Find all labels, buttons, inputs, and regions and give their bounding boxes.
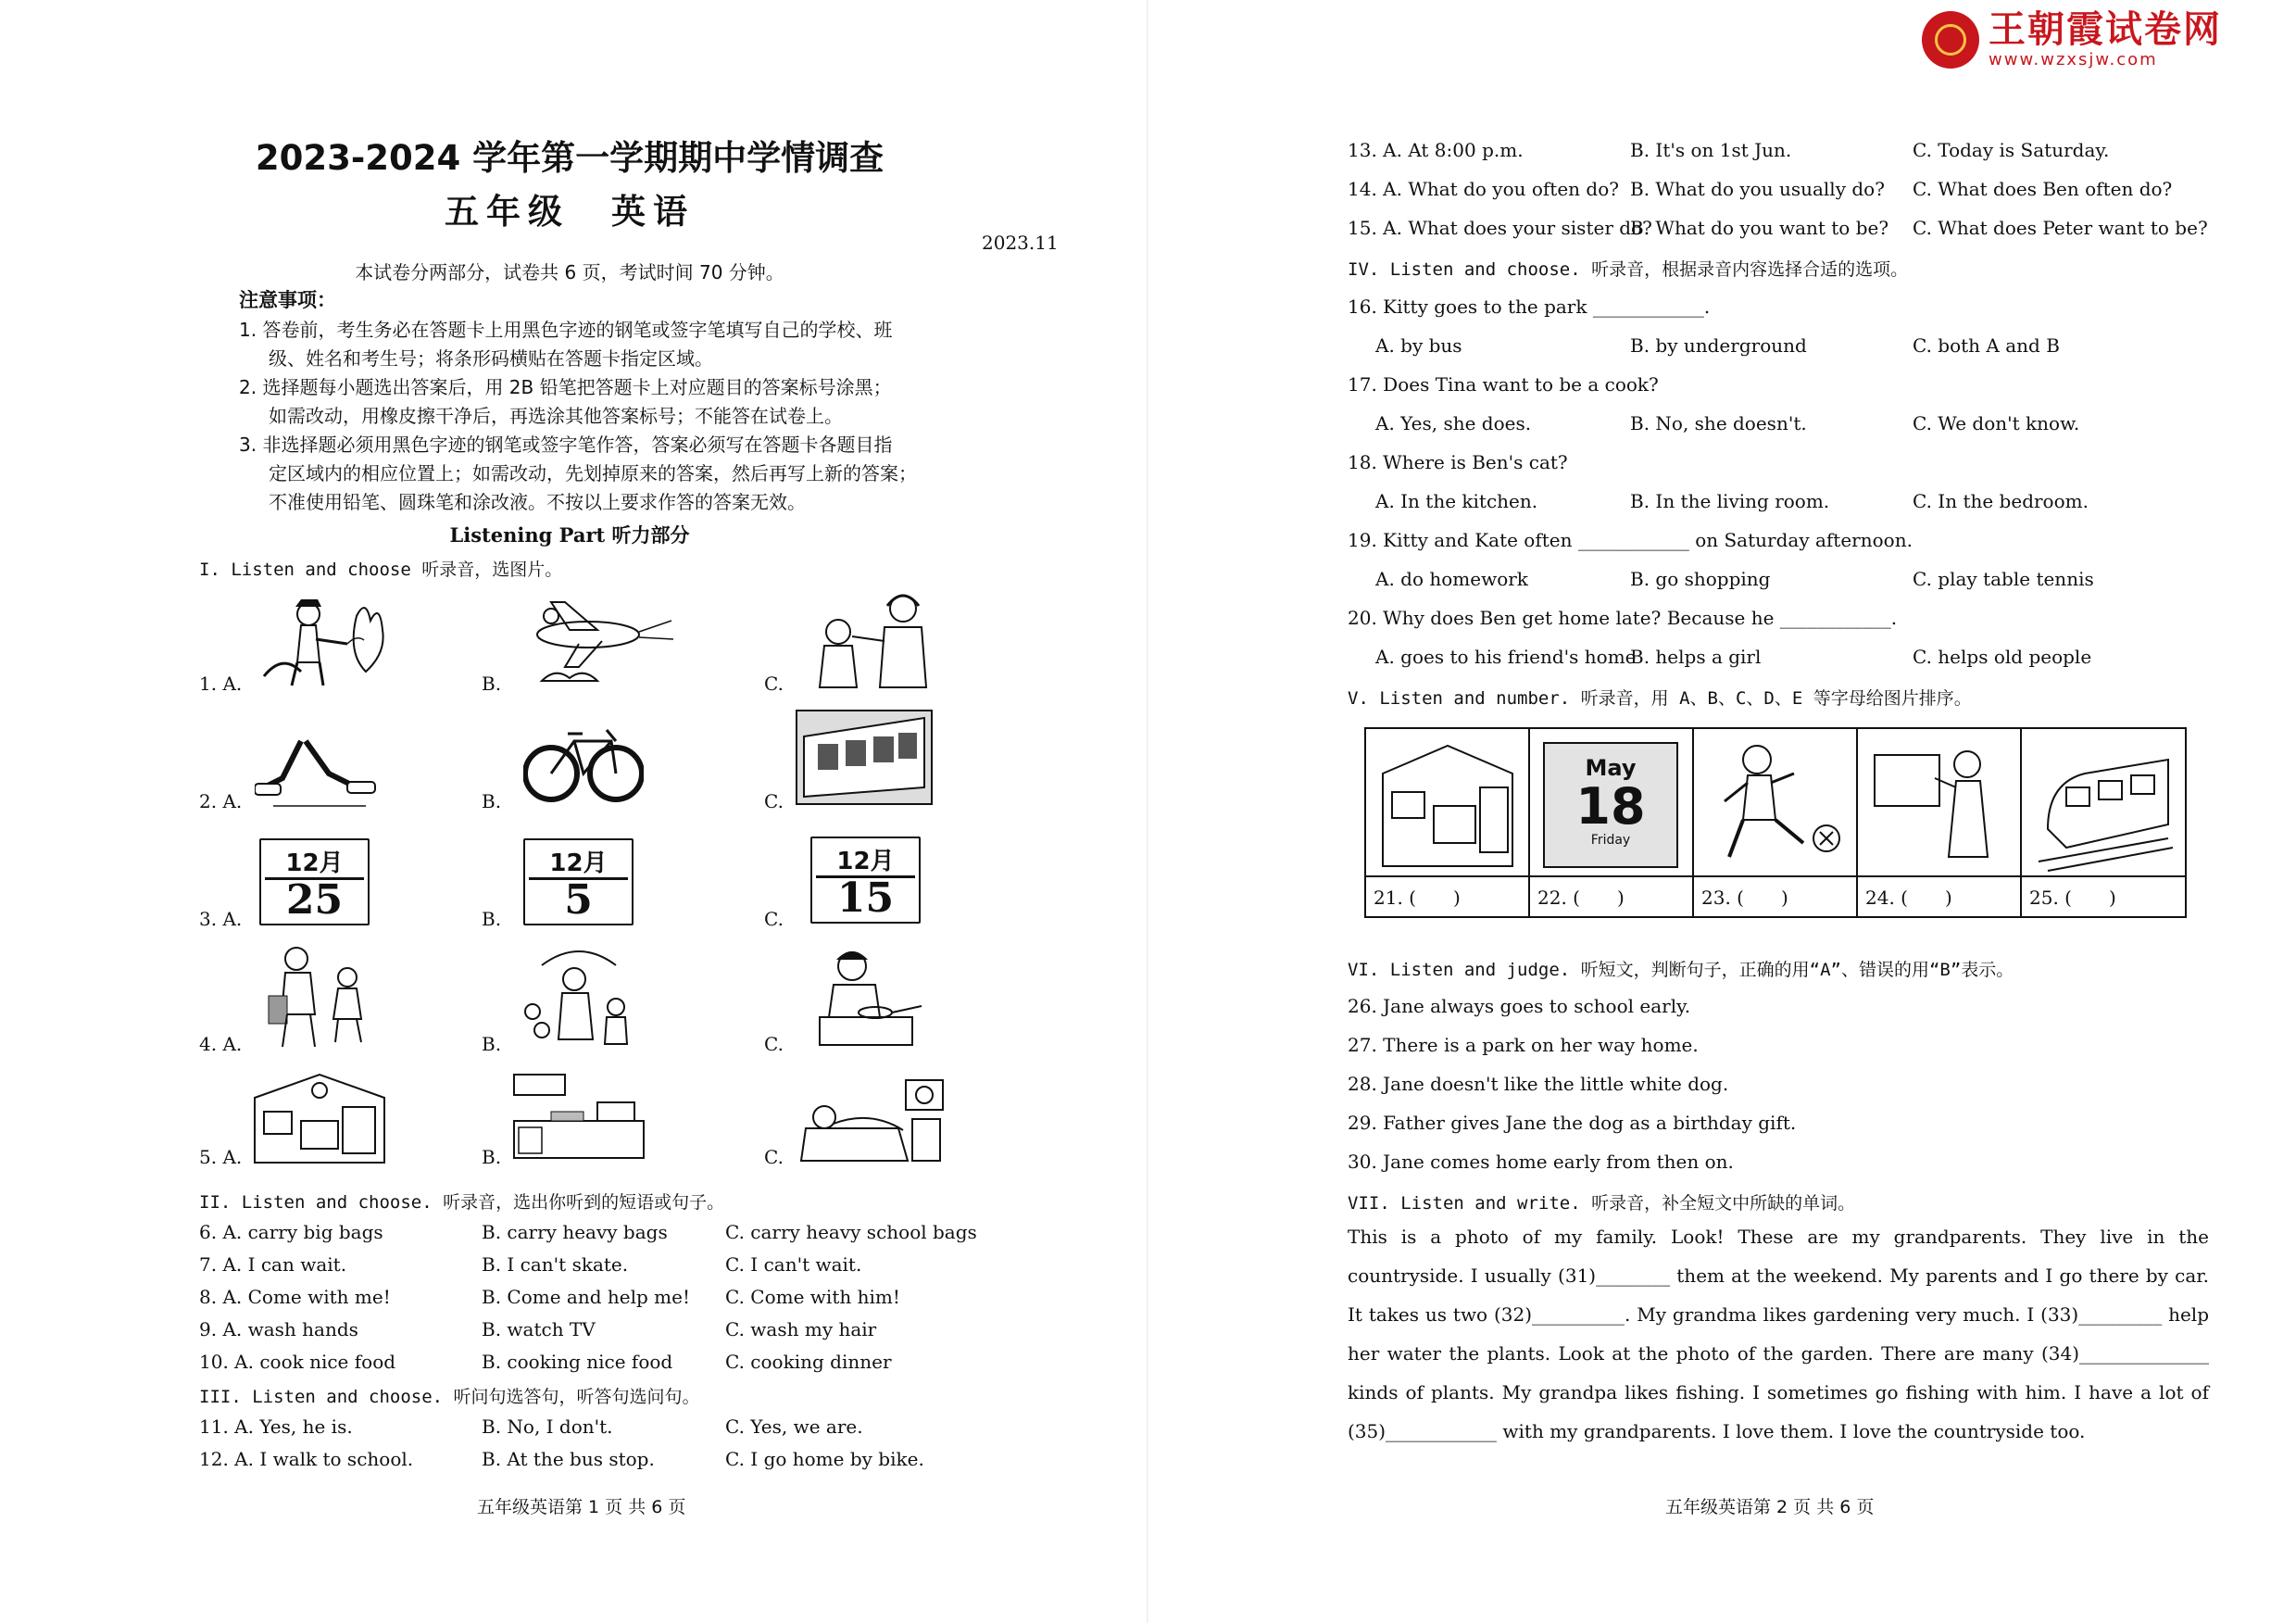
note-line: 如需改动，用橡皮擦干净后，再选涂其他答案标号；不能答在试卷上。	[269, 405, 843, 427]
q9-option-a: 9. A. wash hands	[199, 1318, 358, 1340]
q29-statement: 29. Father gives Jane the dog as a birthday gift.	[1348, 1112, 1797, 1134]
q27-statement: 27. There is a park on her way home.	[1348, 1034, 1699, 1056]
q7-option-b: B. I can't skate.	[482, 1253, 629, 1276]
option-label: 2. A.	[199, 790, 243, 812]
q13-option-c: C. Today is Saturday.	[1913, 139, 2110, 161]
q18-stem: 18. Where is Ben's cat?	[1348, 451, 1568, 473]
q10-option-b: B. cooking nice food	[482, 1351, 673, 1373]
section-5-heading: V. Listen and number. 听录音，用 A、B、C、D、E 等字母给图片排序。	[1348, 688, 1972, 709]
option-label: B.	[482, 673, 502, 695]
note-line: 定区域内的相应位置上；如需改动，先划掉原来的答案，然后再写上新的答案；	[269, 462, 917, 484]
cloze-passage: This is a photo of my family. Look! These are my grandparents. They live in the countryside. I usually (31)________ them at the weekend. My parents and I go there by car. It takes us two (32)__________. My grandma likes gardening very much. I (33)_________ help her water the plants. Look at the photo of the garden. There are many (34)______________ kinds of plants. My grandpa likes fishing. I sometimes go fishing with him. I have a lot of (35)____________ with my grandparents. I love them. I love the countryside too.	[1348, 1226, 2209, 1442]
firefighter-picture	[255, 588, 394, 695]
section-3-heading: III. Listen and choose. 听问句选答句，听答句选问句。	[199, 1387, 700, 1407]
q15-option-a: 15. A. What does your sister do?	[1348, 217, 1652, 239]
q11-option-c: C. Yes, we are.	[725, 1415, 863, 1438]
option-label: C.	[764, 1033, 784, 1055]
q19-option-c: C. play table tennis	[1913, 568, 2094, 590]
calendar-month: 12月	[285, 849, 344, 877]
page-footer: 五年级英语第 2 页 共 6 页	[1665, 1497, 1875, 1517]
option-label: C.	[764, 790, 784, 812]
calendar-day: 15	[836, 874, 895, 922]
q8-option-c: C. Come with him!	[725, 1286, 900, 1308]
order-cell-21	[1366, 729, 1530, 916]
q16-option-c: C. both A and B	[1913, 334, 2060, 357]
section-4-heading: IV. Listen and choose. 听录音，根据录音内容选择合适的选项。	[1348, 259, 1909, 280]
q14-option-a: 14. A. What do you often do?	[1348, 178, 1619, 200]
q11-option-b: B. No, I don't.	[482, 1415, 613, 1438]
q18-option-c: C. In the bedroom.	[1913, 490, 2089, 512]
exam-info: 本试卷分两部分，试卷共 6 页，考试时间 70 分钟。	[355, 261, 784, 283]
q12-option-b: B. At the bus stop.	[482, 1448, 655, 1470]
order-cell-24	[1858, 729, 2022, 916]
q6-option-c: C. carry heavy school bags	[725, 1221, 977, 1243]
note-line: 3. 非选择题必须用黑色字迹的钢笔或签字笔作答，答案必须写在答题卡各题目指	[239, 434, 893, 456]
subway-train-picture	[795, 709, 934, 806]
cooking-picture	[801, 943, 931, 1050]
section-1-heading: I. Listen and choose 听录音，选图片。	[199, 560, 563, 580]
q20-option-a: A. goes to his friend's home	[1375, 646, 1637, 668]
logo-url: www.wzxsjw.com	[1989, 50, 2158, 69]
order-label: 24. ( )	[1865, 887, 1952, 909]
may-calendar-month: May	[1585, 755, 1637, 781]
logo-badge-icon	[1922, 11, 1979, 69]
q28-statement: 28. Jane doesn't like the little white dog.	[1348, 1073, 1729, 1095]
q15-option-c: C. What does Peter want to be?	[1913, 217, 2208, 239]
option-label: 5. A.	[199, 1146, 243, 1168]
q10-option-a: 10. A. cook nice food	[199, 1351, 396, 1373]
option-label: B.	[482, 1033, 502, 1055]
order-cell-23	[1694, 729, 1858, 916]
order-cell-22	[1530, 729, 1694, 916]
q10-option-c: C. cooking dinner	[725, 1351, 892, 1373]
q20-stem: 20. Why does Ben get home late? Because he ____________.	[1348, 607, 1898, 629]
calendar-picture	[259, 838, 370, 925]
q7-option-a: 7. A. I can wait.	[199, 1253, 347, 1276]
option-label: C.	[764, 673, 784, 695]
q16-option-b: B. by underground	[1630, 334, 1807, 357]
note-line: 级、姓名和考生号；将条形码横贴在答题卡指定区域。	[269, 347, 713, 370]
may-calendar-weekday: Friday	[1590, 833, 1631, 848]
q9-option-c: C. wash my hair	[725, 1318, 877, 1340]
may-calendar-day: 18	[1575, 777, 1646, 836]
option-label: 3. A.	[199, 908, 243, 930]
bicycle-picture	[523, 713, 644, 806]
calendar-picture	[523, 838, 634, 925]
option-label: C.	[764, 1146, 784, 1168]
doctor-patient-picture	[797, 585, 945, 692]
order-label: 21. ( )	[1374, 887, 1461, 909]
may-calendar-picture	[1543, 742, 1678, 868]
note-line: 不准使用铅笔、圆珠笔和涂改液。不按以上要求作答的答案无效。	[269, 491, 806, 513]
option-label: B.	[482, 1146, 502, 1168]
q17-stem: 17. Does Tina want to be a cook?	[1348, 373, 1659, 396]
kitchen-picture	[509, 1070, 648, 1167]
calendar-month: 12月	[836, 848, 895, 875]
site-logo	[1922, 8, 2222, 69]
q6-option-a: 6. A. carry big bags	[199, 1221, 383, 1243]
q13-option-b: B. It's on 1st Jun.	[1630, 139, 1792, 161]
logo-title: 王朝霞试卷网	[1989, 8, 2222, 51]
q17-option-c: C. We don't know.	[1913, 412, 2080, 434]
q7-option-c: C. I can't wait.	[725, 1253, 862, 1276]
calendar-day: 5	[564, 876, 593, 924]
order-label: 22. ( )	[1537, 887, 1625, 909]
section-6-heading: VI. Listen and judge. 听短文，判断句子，正确的用“A”、错误的用“B”表示。	[1348, 960, 2014, 980]
option-label: B.	[482, 908, 502, 930]
option-label: C.	[764, 908, 784, 930]
living-room-picture	[1374, 736, 1521, 875]
q12-option-c: C. I go home by bike.	[725, 1448, 924, 1470]
calendar-month: 12月	[549, 849, 608, 877]
q14-option-c: C. What does Ben often do?	[1913, 178, 2173, 200]
order-cell-25	[2022, 729, 2186, 916]
q16-stem: 16. Kitty goes to the park ____________.	[1348, 296, 1711, 318]
q19-stem: 19. Kitty and Kate often ____________ on Saturday afternoon.	[1348, 529, 1913, 551]
order-label: 25. ( )	[2029, 887, 2116, 909]
option-label: 1. A.	[199, 673, 243, 695]
option-label: 4. A.	[199, 1033, 243, 1055]
q26-statement: 26. Jane always goes to school early.	[1348, 995, 1691, 1017]
listening-part-title: Listening Part 听力部分	[449, 523, 690, 547]
living-room-picture	[250, 1070, 389, 1167]
q20-option-c: C. helps old people	[1913, 646, 2092, 668]
q18-option-a: A. In the kitchen.	[1375, 490, 1538, 512]
q17-option-b: B. No, she doesn't.	[1630, 412, 1807, 434]
exam-date: 2023.11	[982, 232, 1059, 254]
q20-option-b: B. helps a girl	[1630, 646, 1762, 668]
train-picture	[2029, 736, 2177, 875]
q18-option-b: B. In the living room.	[1630, 490, 1830, 512]
exam-page-2	[1148, 0, 2296, 1623]
q6-option-b: B. carry heavy bags	[482, 1221, 668, 1243]
q8-option-b: B. Come and help me!	[482, 1286, 690, 1308]
page-footer: 五年级英语第 1 页 共 6 页	[477, 1497, 686, 1517]
q9-option-b: B. watch TV	[482, 1318, 596, 1340]
carrying-bags-picture	[259, 940, 380, 1051]
q17-option-a: A. Yes, she does.	[1375, 412, 1532, 434]
grandparent-child-garden-picture	[514, 937, 644, 1053]
q13-option-a: 13. A. At 8:00 p.m.	[1348, 139, 1524, 161]
note-line: 1. 答卷前，考生务必在答题卡上用黑色字迹的钢笔或签字笔填写自己的学校、班	[239, 319, 893, 341]
order-label: 23. ( )	[1701, 887, 1788, 909]
q19-option-a: A. do homework	[1375, 568, 1528, 590]
option-label: B.	[482, 790, 502, 812]
airplane-picture	[514, 593, 676, 690]
q30-statement: 30. Jane comes home early from then on.	[1348, 1151, 1734, 1173]
q8-option-a: 8. A. Come with me!	[199, 1286, 391, 1308]
teacher-picture	[1865, 736, 2013, 875]
q19-option-b: B. go shopping	[1630, 568, 1771, 590]
picture-ordering-table	[1364, 727, 2187, 918]
q11-option-a: 11. A. Yes, he is.	[199, 1415, 353, 1438]
q12-option-a: 12. A. I walk to school.	[199, 1448, 414, 1470]
walking-legs-picture	[255, 732, 380, 815]
q15-option-b: B. What do you want to be?	[1630, 217, 1889, 239]
section-2-heading: II. Listen and choose. 听录音，选出你听到的短语或句子。	[199, 1192, 725, 1213]
notes-heading: 注意事项：	[239, 289, 336, 311]
q14-option-b: B. What do you usually do?	[1630, 178, 1885, 200]
bedroom-picture	[797, 1073, 949, 1165]
calendar-day: 25	[285, 876, 344, 924]
section-7-heading: VII. Listen and write. 听录音，补全短文中所缺的单词。	[1348, 1193, 1856, 1214]
q16-option-a: A. by bus	[1375, 334, 1462, 357]
note-line: 2. 选择题每小题选出答案后，用 2B 铅笔把答题卡上对应题目的答案标号涂黑；	[239, 376, 892, 398]
calendar-picture	[810, 837, 921, 924]
exam-subtitle: 五年级 英语	[445, 192, 695, 232]
exam-title: 2023-2024 学年第一学期期中学情调查	[255, 138, 885, 178]
playing-football-picture	[1701, 736, 1849, 875]
